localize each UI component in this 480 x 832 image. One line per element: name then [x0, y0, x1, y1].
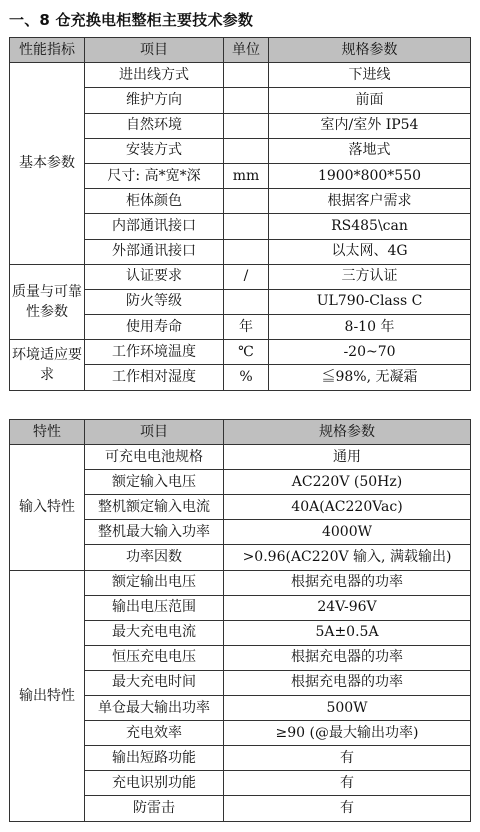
spec-cell: >0.96(AC220V 输入, 满载输出)	[224, 545, 471, 570]
item-cell: 整机额定输入电流	[85, 495, 224, 520]
item-cell: 整机最大输入功率	[85, 520, 224, 545]
unit-cell: ℃	[224, 340, 269, 365]
table-row	[10, 63, 471, 88]
header-cell: 项目	[85, 38, 224, 63]
item-cell: 自然环境	[85, 113, 224, 138]
item-cell: 防火等级	[85, 289, 224, 314]
unit-cell: /	[224, 264, 269, 289]
spec-cell: 40A(AC220Vac)	[224, 495, 471, 520]
spec-cell: -20~70	[269, 340, 471, 365]
header-cell: 项目	[85, 420, 224, 445]
item-cell: 功率因数	[85, 545, 224, 570]
table-row	[10, 445, 471, 470]
spec-cell: 落地式	[269, 138, 471, 163]
header-cell: 规格参数	[269, 38, 471, 63]
unit-cell: 年	[224, 315, 269, 340]
unit-cell	[224, 189, 269, 214]
table-row	[10, 264, 471, 289]
spec-cell: 三方认证	[269, 264, 471, 289]
spec-cell: 根据充电器的功率	[224, 645, 471, 670]
spec-cell: 有	[224, 796, 471, 821]
table-row	[10, 340, 471, 365]
item-cell: 额定输出电压	[85, 570, 224, 595]
item-cell: 单仓最大输出功率	[85, 696, 224, 721]
item-cell: 最大充电电流	[85, 620, 224, 645]
unit-cell	[224, 113, 269, 138]
item-cell: 输出电压范围	[85, 595, 224, 620]
spec-cell: 有	[224, 771, 471, 796]
spec-cell: 根据客户需求	[269, 189, 471, 214]
spec-cell: 24V-96V	[224, 595, 471, 620]
item-cell: 进出线方式	[85, 63, 224, 88]
item-cell: 使用寿命	[85, 315, 224, 340]
item-cell: 防雷击	[85, 796, 224, 821]
header-cell: 性能指标	[10, 38, 85, 63]
group-label-cell: 质量与可靠性参数	[10, 264, 85, 340]
item-cell: 充电效率	[85, 721, 224, 746]
main-params-table	[9, 37, 471, 391]
item-cell: 最大充电时间	[85, 670, 224, 695]
header-cell: 规格参数	[224, 420, 471, 445]
group-label-cell: 环境适应要求	[10, 340, 85, 390]
item-cell: 内部通讯接口	[85, 214, 224, 239]
unit-cell	[224, 63, 269, 88]
group-label-cell: 基本参数	[10, 63, 85, 265]
unit-cell: mm	[224, 163, 269, 188]
item-cell: 安装方式	[85, 138, 224, 163]
spec-cell: UL790-Class C	[269, 289, 471, 314]
table-header-row	[10, 420, 471, 445]
spec-cell: 8-10 年	[269, 315, 471, 340]
spec-cell: 前面	[269, 88, 471, 113]
item-cell: 输出短路功能	[85, 746, 224, 771]
group-label-cell: 输入特性	[10, 445, 85, 570]
item-cell: 尺寸: 高*宽*深	[85, 163, 224, 188]
item-cell: 额定输入电压	[85, 470, 224, 495]
unit-cell	[224, 138, 269, 163]
spec-cell: 通用	[224, 445, 471, 470]
item-cell: 充电识别功能	[85, 771, 224, 796]
spec-cell: ≥90 (@最大输出功率)	[224, 721, 471, 746]
header-cell: 特性	[10, 420, 85, 445]
item-cell: 柜体颜色	[85, 189, 224, 214]
unit-cell	[224, 214, 269, 239]
group-label-cell: 输出特性	[10, 570, 85, 821]
spec-cell: AC220V (50Hz)	[224, 470, 471, 495]
spec-cell: 以太网、4G	[269, 239, 471, 264]
unit-cell	[224, 239, 269, 264]
unit-cell	[224, 289, 269, 314]
item-cell: 工作环境温度	[85, 340, 224, 365]
item-cell: 外部通讯接口	[85, 239, 224, 264]
item-cell: 工作相对湿度	[85, 365, 224, 390]
spec-cell: 下进线	[269, 63, 471, 88]
spec-cell: 1900*800*550	[269, 163, 471, 188]
table-header-row	[10, 38, 471, 63]
item-cell: 认证要求	[85, 264, 224, 289]
spec-cell: 有	[224, 746, 471, 771]
spec-cell: ≦98%, 无凝霜	[269, 365, 471, 390]
document-title: 一、8 仓充换电柜整柜主要技术参数	[9, 11, 254, 29]
table-row	[10, 570, 471, 595]
unit-cell	[224, 88, 269, 113]
header-cell: 单位	[224, 38, 269, 63]
item-cell: 恒压充电电压	[85, 645, 224, 670]
spec-cell: 根据充电器的功率	[224, 570, 471, 595]
item-cell: 维护方向	[85, 88, 224, 113]
spec-cell: 根据充电器的功率	[224, 670, 471, 695]
electrical-params-table	[9, 419, 471, 822]
spec-cell: RS485\can	[269, 214, 471, 239]
item-cell: 可充电电池规格	[85, 445, 224, 470]
spec-cell: 室内/室外 IP54	[269, 113, 471, 138]
unit-cell: %	[224, 365, 269, 390]
spec-cell: 500W	[224, 696, 471, 721]
spec-cell: 5A±0.5A	[224, 620, 471, 645]
spec-cell: 4000W	[224, 520, 471, 545]
